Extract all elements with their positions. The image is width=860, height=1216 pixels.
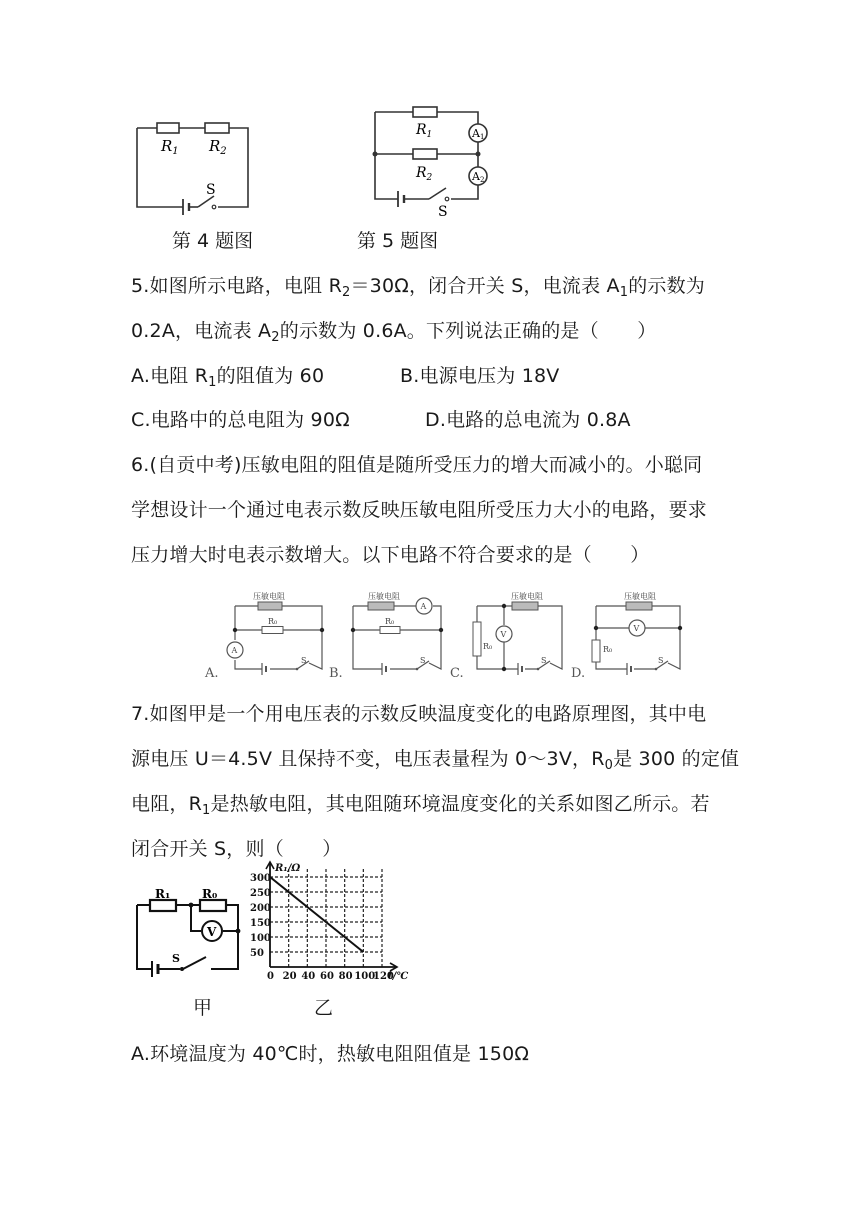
q6-meter-0: A: [231, 646, 238, 655]
q7-option-a: A.环境温度为 40℃时，热敏电阻阻值是 150Ω: [131, 1043, 530, 1065]
q6-c-sensor-label: 压敏电阻: [511, 592, 543, 601]
q5-line-2: 0.2A，电流表 $A_2$的示数为 0.6A。下列说法正确的是（ ）: [131, 320, 657, 345]
y-tick-0: 50: [250, 948, 264, 959]
q6-a-switch-label: S: [301, 656, 307, 665]
figure-4-caption: 第 4 题图: [172, 230, 254, 252]
y-tick-3: 200: [250, 903, 271, 914]
q6-line-3: 压力增大时电表示数增大。以下电路不符合要求的是（ ）: [131, 544, 650, 566]
q6-line-2: 学想设计一个通过电表示数反映压敏电阻所受压力大小的电路，要求: [131, 499, 708, 521]
x-axis-label: t/℃: [388, 971, 409, 982]
q6-b-sensor-label: 压敏电阻: [368, 592, 400, 601]
fig5-switch-label: S: [438, 204, 448, 220]
q5-option-c: C.电路中的总电阻为 90Ω: [131, 409, 350, 431]
x-tick-3: 60: [320, 971, 334, 982]
fig4-switch-label: S: [206, 182, 216, 198]
fig4-r2-label: $R_2$: [209, 137, 227, 157]
q6-a-sensor-label: 压敏电阻: [253, 592, 285, 601]
figure-5-caption: 第 5 题图: [357, 230, 439, 252]
q6-d-r0-label: R₀: [603, 645, 613, 654]
q6-line-1: 6.(自贡中考)压敏电阻的阻值是随所受压力的增大而减小的。小聪同: [131, 454, 703, 476]
q6-meter-3: V: [633, 624, 640, 633]
fig4-r1-label: $R_1$: [161, 137, 179, 157]
figure-jia-caption: 甲: [193, 997, 213, 1019]
q6-c-switch-label: S: [541, 656, 547, 665]
q6-c-r0-label: R₀: [483, 642, 493, 651]
y-tick-4: 250: [250, 888, 271, 899]
q7-line-1: 7.如图甲是一个用电压表的示数反映温度变化的电路原理图，其中电: [131, 703, 707, 725]
q5-line-1: 5.如图所示电路，电阻 $R_2=30\Omega$，闭合开关 S，电流表 $A_1$的示数为: [131, 275, 705, 300]
q6-b-switch-label: S: [420, 656, 426, 665]
figure-yi-caption: 乙: [314, 997, 334, 1019]
q6-d-switch-label: S: [658, 656, 664, 665]
fig5-r2-label: $R_2$: [416, 165, 433, 183]
q5-option-d: D.电路的总电流为 0.8A: [425, 409, 631, 431]
q5-option-b: B.电源电压为 18V: [400, 365, 560, 387]
x-tick-0: 0: [267, 971, 274, 982]
series-line-0: [270, 877, 363, 952]
q7-line-3: 电阻，$R_1$是热敏电阻，其电阻随环境温度变化的关系如图乙所示。若: [131, 793, 710, 818]
x-tick-4: 80: [338, 971, 353, 982]
q6-b-option-label: B.: [329, 666, 343, 681]
q6-meter-2: V: [500, 630, 507, 639]
q7-line-4: 闭合开关 S，则（ ）: [131, 838, 342, 860]
x-tick-2: 40: [301, 971, 316, 982]
q5-option-a: A.电阻 $R_1$的阻值为 60: [131, 365, 325, 390]
x-tick-1: 20: [282, 971, 297, 982]
q6-c-option-label: C.: [450, 666, 464, 681]
jia-voltmeter-label: V: [207, 925, 217, 939]
y-tick-2: 150: [250, 918, 271, 929]
y-tick-1: 100: [250, 933, 271, 944]
q6-a-r0-label: R₀: [268, 617, 278, 626]
x-tick-6: 120: [373, 971, 394, 982]
q6-a-option-label: A.: [205, 666, 219, 681]
jia-r1-label: R₁: [155, 887, 171, 901]
y-tick-5: 300: [250, 873, 271, 884]
x-tick-5: 100: [354, 971, 376, 982]
q6-meter-1: A: [420, 602, 427, 611]
fig5-a1-label: A1: [472, 127, 485, 141]
q6-d-sensor-label: 压敏电阻: [624, 592, 656, 601]
y-axis-label: R₁/Ω: [275, 863, 301, 874]
q7-line-2: 源电压 U＝4.5V 且保持不变，电压表量程为 0～3V，$R_0$是 300 的定值: [131, 748, 740, 773]
fig5-r1-label: $R_1$: [416, 122, 433, 140]
jia-switch-label: S: [172, 952, 180, 965]
q6-b-r0-label: R₀: [385, 617, 395, 626]
fig5-a2-label: A2: [472, 170, 485, 184]
jia-r0-label: R₀: [202, 887, 218, 901]
q6-d-option-label: D.: [571, 666, 586, 681]
